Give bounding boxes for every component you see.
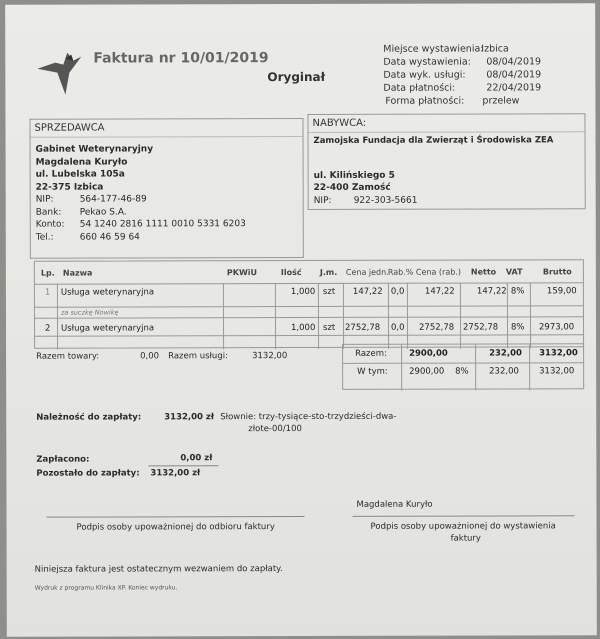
row1-gross: 159,00 — [546, 286, 577, 297]
clinic-logo-icon — [35, 51, 85, 97]
final-notice: Niniejsza faktura jest ostatecznym wezwaniem do zapłaty. — [34, 564, 283, 575]
row1-price: 147,22 — [352, 286, 383, 297]
row2-unit: szt — [323, 322, 336, 333]
buyer-nip-label: NIP: — [313, 195, 332, 206]
seller-tel-label: Tel.: — [35, 232, 54, 243]
original-label: Oryginał — [267, 69, 326, 85]
seller-owner: Magdalena Kuryło — [35, 156, 128, 168]
amount-due-label: Należność do zapłaty: — [36, 412, 142, 423]
row1-name: Usługa weterynaryjna — [60, 287, 155, 298]
row1-lp: 1 — [44, 287, 51, 298]
meta-label-service-date: Data wyk. usługi: — [383, 69, 466, 81]
seller-bank: Pekao S.A. — [79, 206, 127, 218]
invoice-paper — [5, 3, 597, 637]
row2-price-disc: 2752,78 — [419, 322, 455, 333]
print-footer: Wydruk z programu Klinika XP. Koniec wydruku. — [34, 584, 178, 592]
row2-name: Usługa weterynaryjna — [61, 323, 155, 334]
issuer-signature-caption-1: Podpis osoby upoważnionej do wystawienia — [370, 521, 556, 532]
items-table — [34, 259, 584, 348]
col-header-price-disc: Cena (rab.) — [415, 267, 461, 277]
seller-account-label: Konto: — [35, 219, 65, 230]
amount-due: 3132,00 zł — [164, 412, 215, 423]
amount-words-1: Słownie: trzy-tysiące-sto-trzydzieści-dwa- — [220, 411, 397, 423]
services-total-label: Razem usługi: — [168, 351, 228, 362]
remaining-label: Pozostało do zapłaty: — [36, 468, 140, 479]
meta-label-payment-form: Forma płatności: — [385, 95, 465, 107]
buyer-nip: 922-303-5661 — [353, 195, 418, 206]
goods-total-label: Razem towary: — [36, 351, 100, 362]
col-header-net: Netto — [470, 267, 497, 277]
seller-nip: 564-177-46-89 — [79, 194, 147, 205]
row1-discount: 0,0 — [390, 286, 405, 297]
col-header-discount: Rab.% — [387, 267, 414, 277]
row2-gross: 2973,00 — [539, 322, 575, 333]
remaining-amount: 3132,00 zł — [150, 468, 201, 479]
row1-price-disc: 147,22 — [424, 286, 455, 297]
seller-street: ul. Lubelska 105a — [35, 169, 125, 180]
seller-nip-label: NIP: — [35, 194, 54, 205]
incl-vat: 232,00 — [489, 366, 519, 377]
col-header-lp: Lp. — [40, 268, 55, 278]
meta-value-place: Izbica — [481, 43, 509, 55]
seller-account: 54 1240 2816 1111 0010 5331 6203 — [79, 219, 246, 230]
sum-label: Razem: — [355, 348, 387, 359]
meta-value-service-date: 08/04/2019 — [486, 69, 542, 81]
receiver-signature-caption: Podpis osoby upoważnionej do odbioru faktury — [76, 522, 275, 533]
issuer-name: Magdalena Kuryło — [356, 499, 433, 510]
row2-price: 2752,78 — [345, 322, 381, 333]
col-header-unit: J.m. — [319, 267, 338, 277]
buyer-name: Zamojska Fundacja dla Zwierząt i Środowiska ZEA — [313, 135, 554, 146]
row2-vat: 8% — [511, 322, 525, 333]
meta-value-payment-date: 22/04/2019 — [486, 82, 542, 94]
seller-city: 22-375 Izbica — [35, 182, 104, 193]
vat-summary-box — [342, 343, 584, 390]
paid-label: Zapłacono: — [36, 454, 90, 465]
col-header-vat: VAT — [505, 267, 523, 277]
buyer-box — [307, 113, 585, 210]
col-header-gross: Brutto — [542, 267, 572, 277]
col-header-name: Nazwa — [62, 268, 93, 278]
row2-net: 2752,78 — [463, 322, 499, 333]
row1-net: 147,22 — [476, 286, 507, 297]
row2-lp: 2 — [45, 323, 51, 334]
services-total: 3132,00 — [252, 351, 288, 362]
sum-gross: 3132,00 — [539, 348, 578, 359]
invoice-title: Faktura nr 10/01/2019 — [93, 50, 269, 67]
incl-gross: 3132,00 — [539, 366, 575, 377]
row2-discount: 0,0 — [391, 322, 405, 333]
seller-name: Gabinet Weterynaryjny — [35, 144, 154, 155]
seller-tel: 660 46 59 64 — [79, 231, 140, 243]
sum-net: 2900,00 — [409, 348, 448, 359]
col-header-qty: Ilość — [280, 267, 302, 278]
buyer-heading: NABYWCA: — [308, 114, 584, 133]
meta-label-issue-date: Data wystawienia: — [383, 56, 471, 68]
col-header-pkwiu: PKWiU — [226, 268, 258, 278]
issuer-signature-caption-2: faktury — [450, 533, 481, 544]
seller-heading: SPRZEDAWCA — [30, 119, 302, 138]
buyer-street: ul. Kilińskiego 5 — [313, 170, 395, 181]
row1-vat: 8% — [510, 286, 525, 297]
col-header-price: Cena jedn. — [345, 267, 389, 277]
incl-net: 2900,00 — [409, 366, 445, 377]
row1-qty: 1,000 — [290, 286, 316, 298]
meta-value-issue-date: 08/04/2019 — [486, 56, 542, 68]
meta-label-place: Miejsce wystawienia: — [383, 43, 484, 55]
row-note: za suczkę Nowikę — [60, 308, 119, 317]
sum-vat: 232,00 — [489, 348, 522, 359]
seller-bank-label: Bank: — [35, 207, 62, 218]
meta-label-payment-date: Data płatności: — [383, 82, 456, 94]
buyer-city: 22-400 Zamość — [313, 182, 391, 193]
goods-total: 0,00 — [140, 351, 160, 362]
paid-amount: 0,00 zł — [180, 453, 213, 464]
row1-unit: szt — [322, 286, 336, 297]
incl-rate: 8% — [455, 366, 469, 377]
seller-box — [29, 118, 303, 259]
meta-value-payment-form: przelew — [482, 95, 520, 107]
amount-words-2: złote-00/100 — [248, 423, 302, 435]
row2-qty: 1,000 — [291, 322, 316, 334]
incl-label: W tym: — [357, 366, 388, 377]
